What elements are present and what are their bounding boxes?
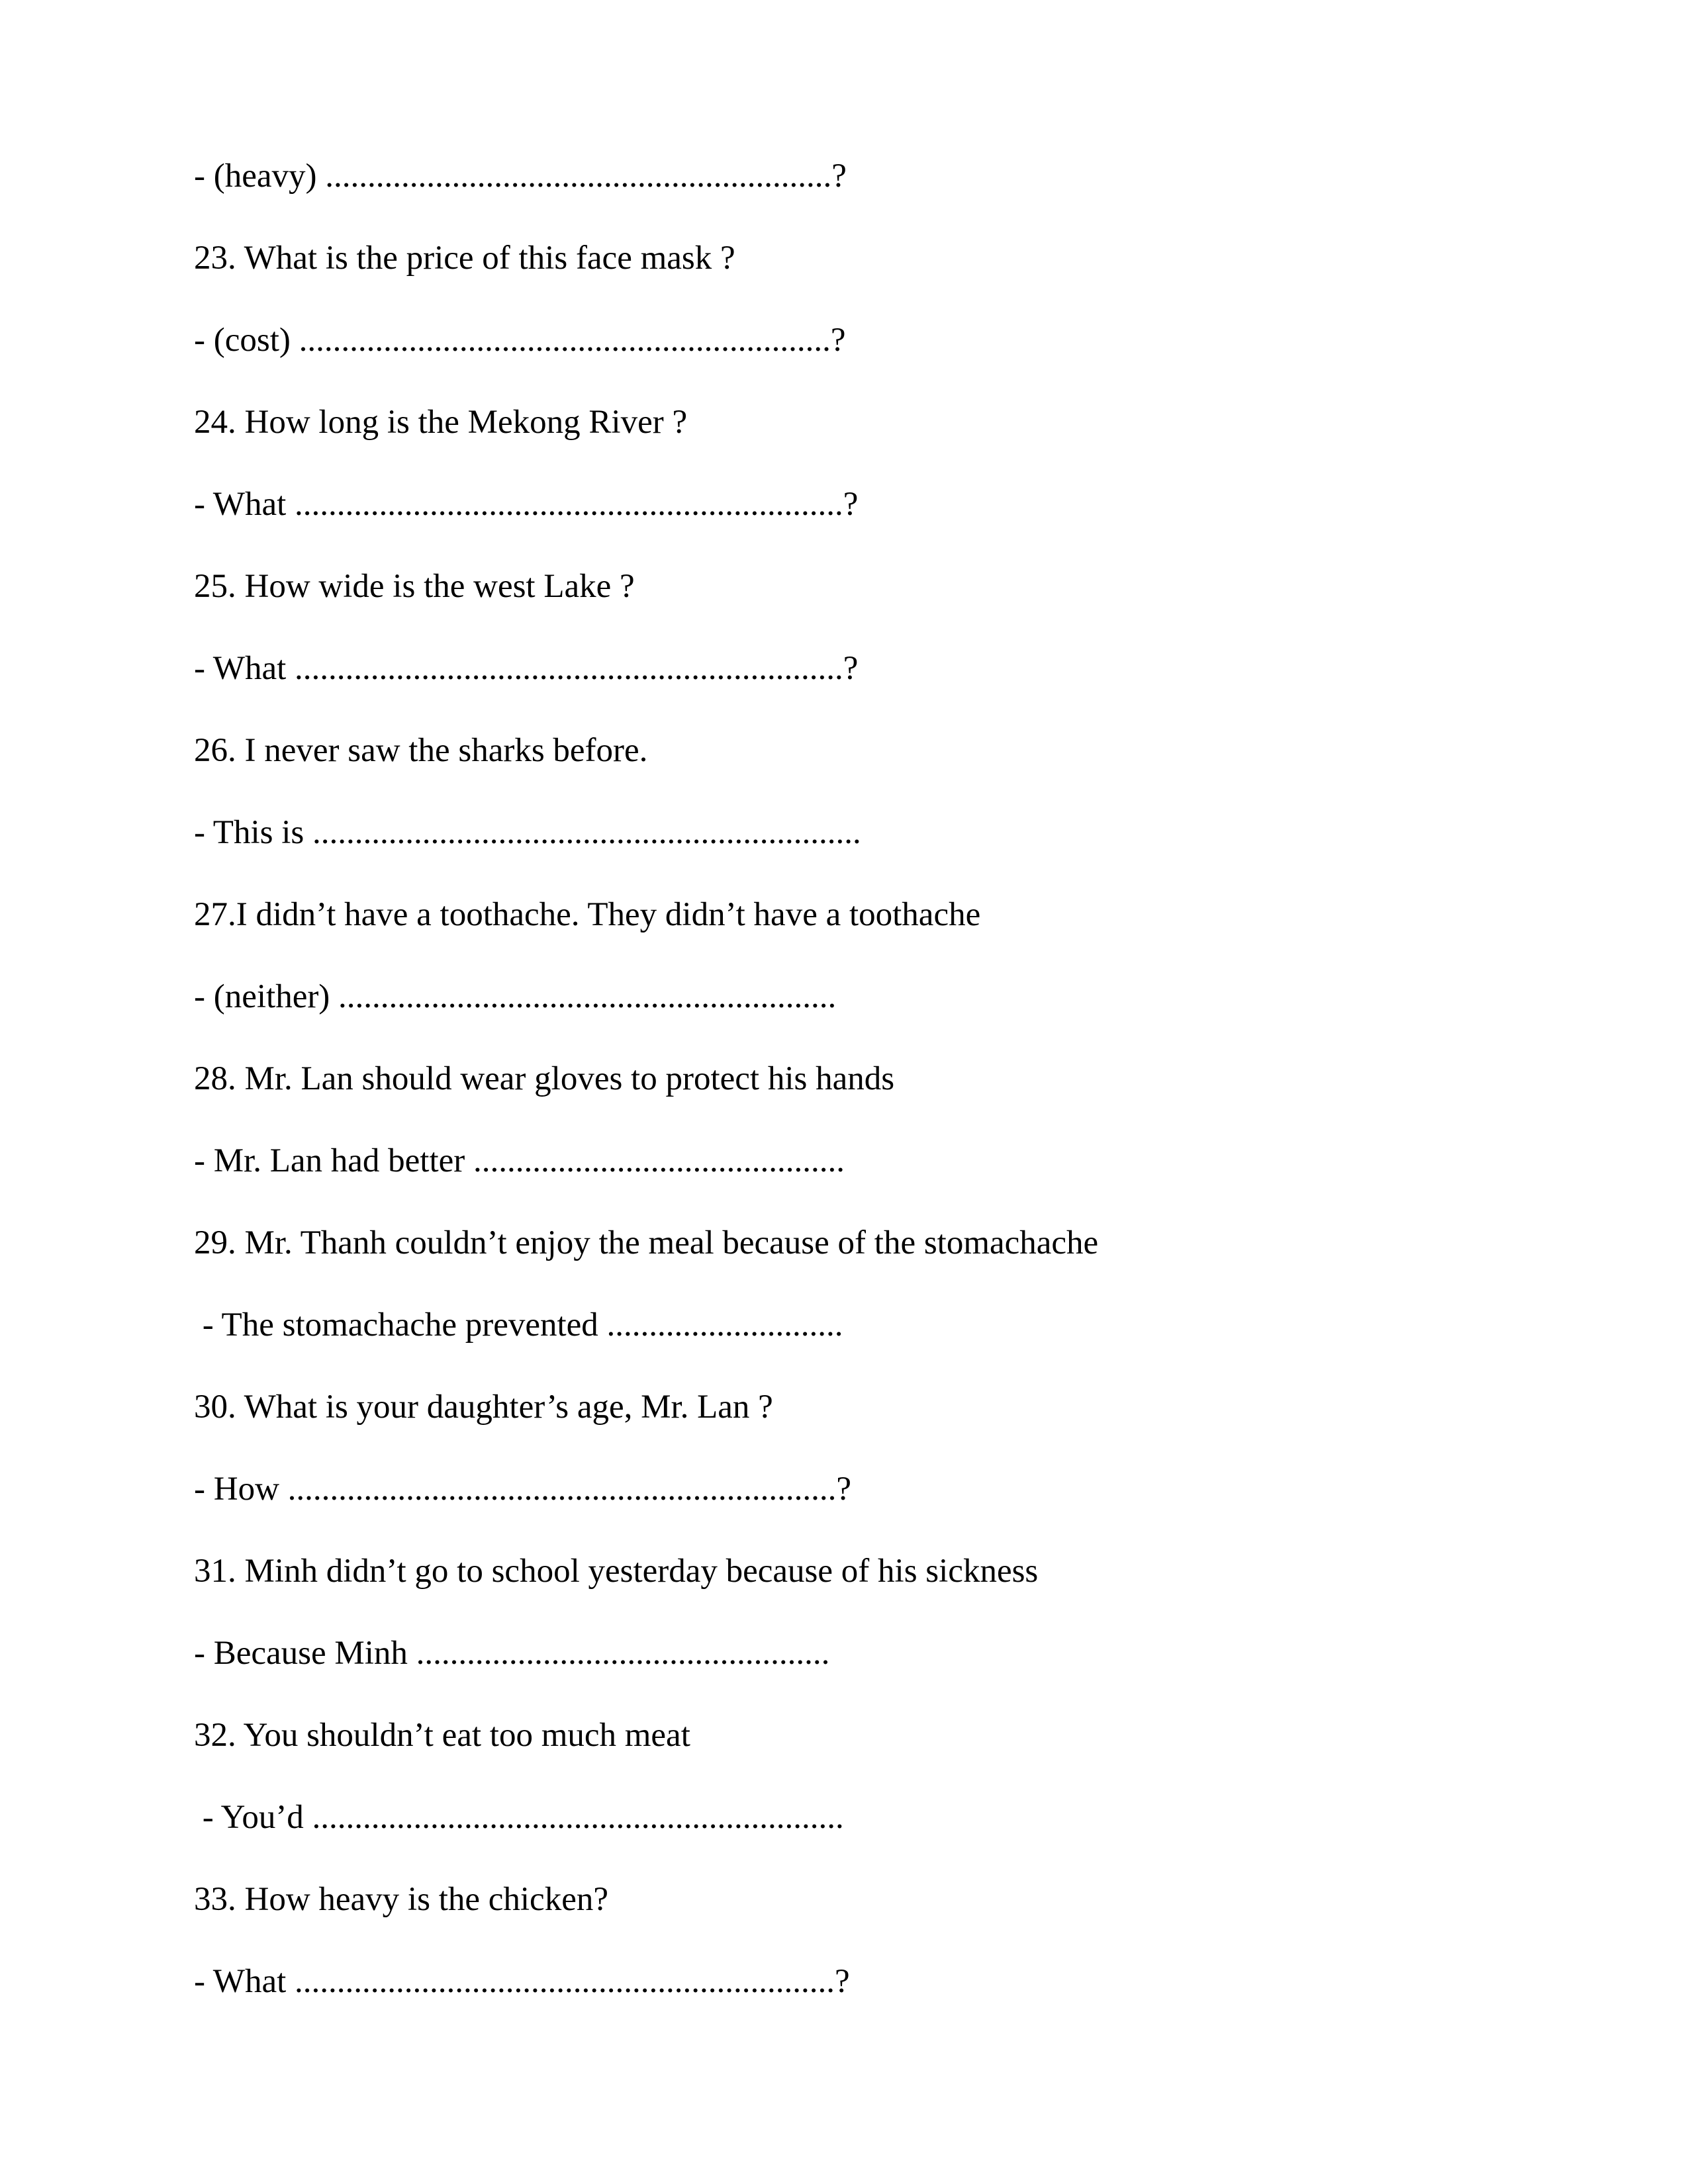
question-26: 26. I never saw the sharks before. xyxy=(194,732,648,769)
question-29: 29. Mr. Thanh couldn’t enjoy the meal because of the stomachache xyxy=(194,1224,1099,1261)
question-32: 32. You shouldn’t eat too much meat xyxy=(194,1717,690,1754)
answer-line-29: - The stomachache prevented ............................ xyxy=(194,1306,843,1343)
answer-line-25: - What .................................................................? xyxy=(194,650,859,687)
question-33: 33. How heavy is the chicken? xyxy=(194,1881,608,1918)
question-27: 27.I didn’t have a toothache. They didn’t have a toothache xyxy=(194,896,981,933)
answer-line-28: - Mr. Lan had better ............................................ xyxy=(194,1142,845,1179)
question-28: 28. Mr. Lan should wear gloves to protect his hands xyxy=(194,1060,895,1097)
answer-line-26: - This is ................................................................. xyxy=(194,814,861,851)
question-31: 31. Minh didn’t go to school yesterday because of his sickness xyxy=(194,1553,1039,1590)
answer-line-32: - You’d ............................................................... xyxy=(194,1799,844,1836)
answer-line-22: - (heavy) ............................................................? xyxy=(194,158,847,195)
answer-line-30: - How .................................................................? xyxy=(194,1471,852,1508)
answer-line-24: - What .................................................................? xyxy=(194,486,859,523)
question-23: 23. What is the price of this face mask ? xyxy=(194,240,735,277)
question-25: 25. How wide is the west Lake ? xyxy=(194,568,635,605)
question-24: 24. How long is the Mekong River ? xyxy=(194,404,688,441)
answer-line-23: - (cost) ...............................................................? xyxy=(194,322,846,359)
question-30: 30. What is your daughter’s age, Mr. Lan ? xyxy=(194,1388,773,1426)
answer-line-27: - (neither) ........................................................... xyxy=(194,978,837,1015)
answer-line-33: - What ................................................................? xyxy=(194,1963,850,2000)
answer-line-31: - Because Minh ................................................. xyxy=(194,1635,830,1672)
